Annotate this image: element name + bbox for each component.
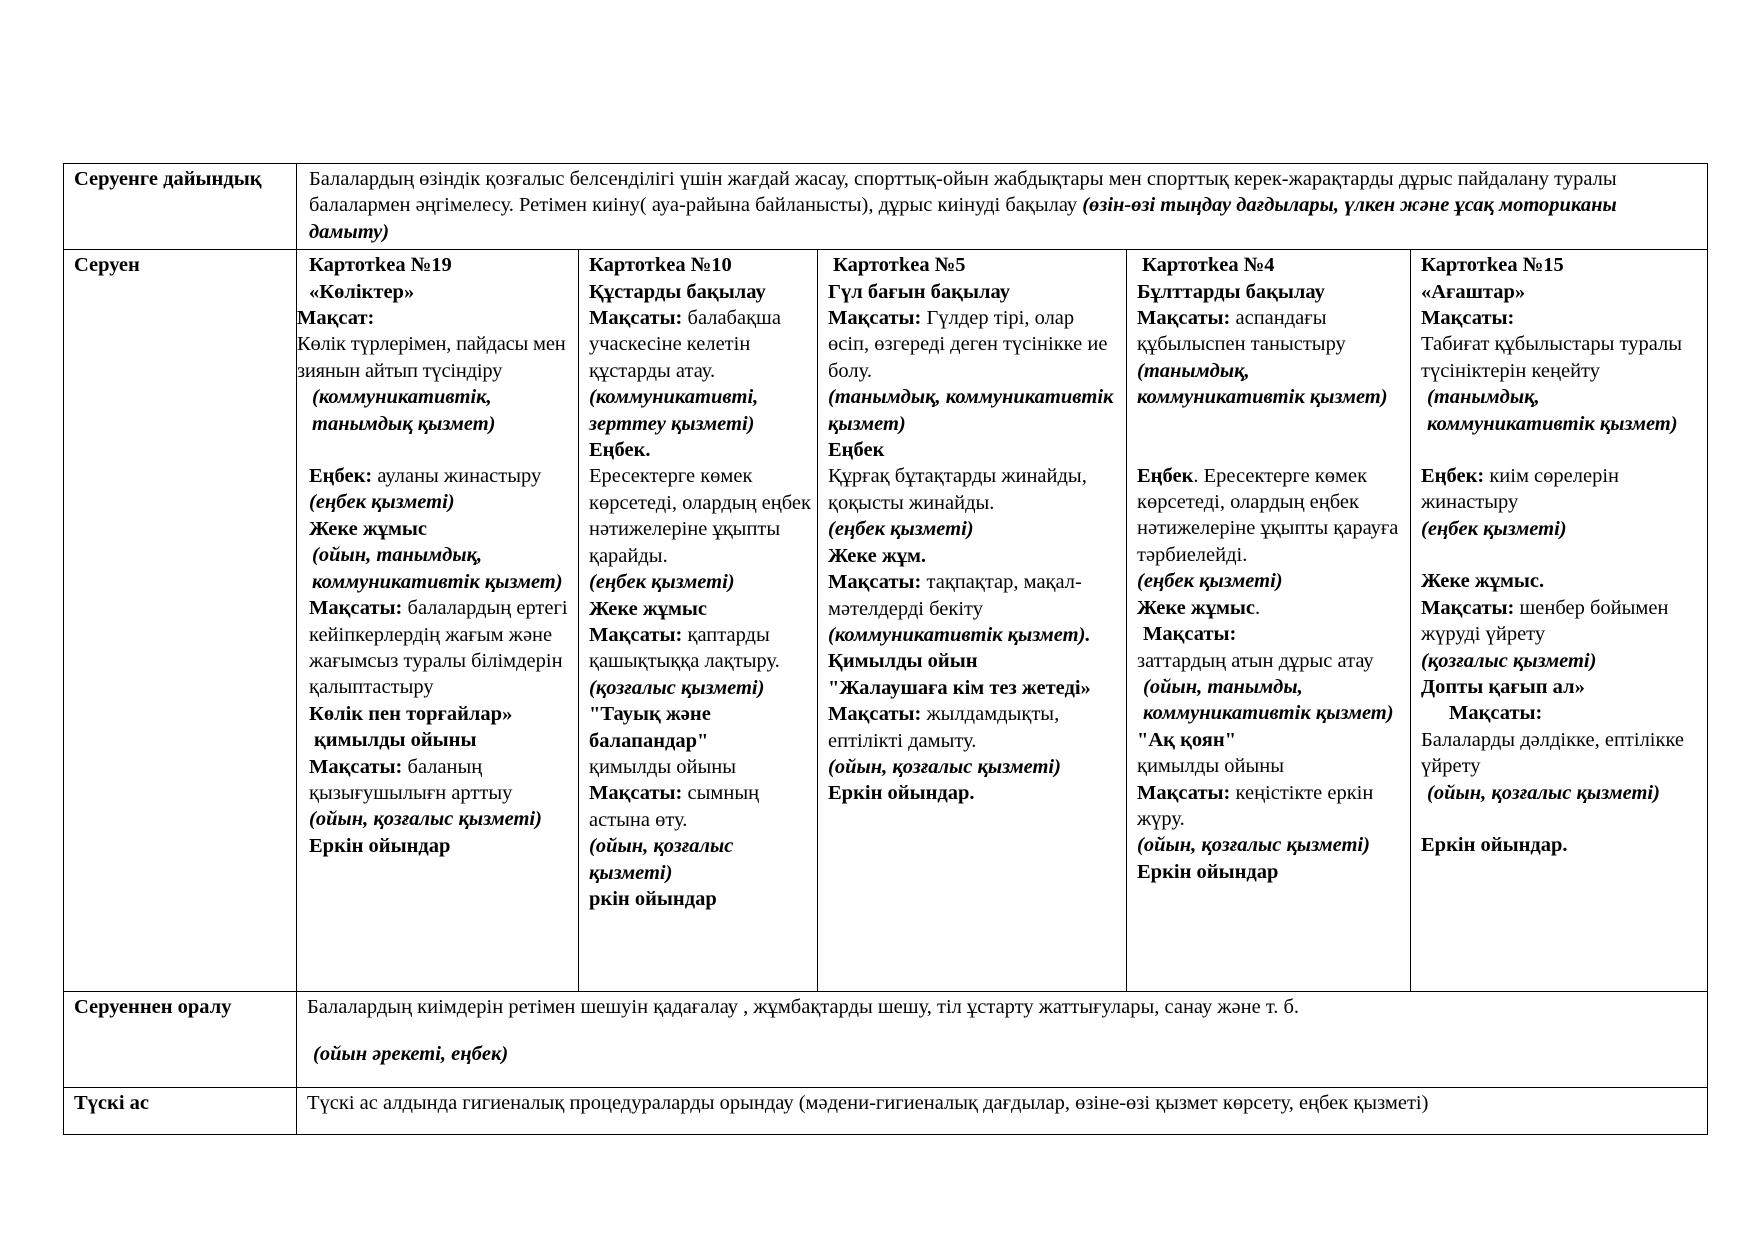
return-note: (ойын әрекеті, еңбек) xyxy=(313,1042,509,1065)
activity-note: (қозғалыс қызметі) xyxy=(1421,649,1597,672)
goal2-label: Мақсаты: xyxy=(1421,596,1515,619)
card-title: Картотkеа №15 xyxy=(1421,254,1564,277)
free-games: Еркін ойындар. xyxy=(1421,833,1568,856)
goal3-text: баланың қызығушылығн арттыу xyxy=(309,755,513,804)
card-subtitle: Құстарды бақылау xyxy=(589,280,766,303)
goal-label: Мақсат: xyxy=(297,307,375,330)
free-games: Еркін ойындар xyxy=(1137,860,1279,883)
individual-line: Жеке жұмыс. xyxy=(1137,596,1261,619)
individual-work-label: Жеке жұмыс xyxy=(589,597,708,620)
activity-note: (еңбек қызметі) xyxy=(1421,517,1567,540)
goal3-line xyxy=(1137,780,1404,833)
goal2-line xyxy=(828,569,1120,622)
goal2-text: қаптарды қашықтыққа лақтыру. xyxy=(589,623,780,673)
goal-text: Табиғат құбылыстары туралы түсініктерін кеңейту xyxy=(1421,333,1683,382)
goal-line xyxy=(828,305,1120,384)
goal-line xyxy=(589,305,811,384)
game-title: "Жалаушаға кім тез жетеді» xyxy=(828,676,1091,699)
card-title: Картотkеа №10 xyxy=(589,254,732,277)
individual-work-label: Жеке жұм. xyxy=(828,544,927,567)
labor-label: Еңбек. xyxy=(589,439,651,462)
card-subtitle: Бұлттарды бақылау xyxy=(1137,280,1325,303)
activity-note: (ойын, танымдық, коммуникативтік қызмет) xyxy=(312,544,563,593)
row-lunch xyxy=(64,1088,1708,1135)
game-title: "Тауық және балапандар" xyxy=(589,703,711,752)
preparation-cell xyxy=(297,164,1708,250)
labor-text: Ересектерге көмек көрсетеді, олардың еңбек нәтижелеріне ұқыпты қарайды. xyxy=(589,465,811,567)
game-title: Көлік пен торғайлар» xyxy=(309,702,513,725)
goal-text: аспандағы құбылыспен таныстыру xyxy=(1137,307,1346,356)
goal2-line xyxy=(309,595,572,701)
row-walk xyxy=(64,250,1708,992)
goal3-label: Мақсаты: xyxy=(1137,781,1231,804)
lunch-cell: Түскі ас алдында гигиеналық процедураларды орындау (мәдени-гигиеналық дағдылар, өзіне-өзі қызмет көрсету, еңбек қызметі) xyxy=(297,1088,1708,1135)
walk-card-col5 xyxy=(1411,250,1708,992)
labor-text: . Ересектерге көмек көрсетеді, олардың еңбек нәтижелеріне ұқыпты қарауға тәрбиелейді. xyxy=(1137,464,1399,566)
activity-note: (ойын, қозғалыс қызметі) xyxy=(309,808,542,831)
activity-note: (ойын, танымды, коммуникативтік қызмет) xyxy=(1143,675,1394,725)
goal2-text: шенбер бойымен жүруді үйрету xyxy=(1421,596,1669,646)
individual-work-label: Жеке жұмыс xyxy=(309,517,428,540)
row-label-preparation: Серуенге дайындық xyxy=(64,164,297,250)
goal3-label: Мақсаты: xyxy=(828,703,922,726)
labor-label: Еңбек xyxy=(1137,464,1194,487)
activity-note: (ойын, қозғалыс қызметі) xyxy=(1427,781,1660,804)
goal-text: Көлік түрлерімен, пайдасы мен зиянын айтып түсіндіру xyxy=(297,333,566,382)
free-games: Еркін ойындар. xyxy=(828,782,975,805)
card-title: Картотkеа №19 xyxy=(309,254,452,277)
goal2-line xyxy=(589,622,811,675)
goal-text: балабақша учаскесіне келетін құстарды атау. xyxy=(589,307,781,382)
row-walk-preparation xyxy=(64,164,1708,250)
activity-note: (еңбек қызметі) xyxy=(309,491,455,514)
labor-text: Құрғақ бұтақтарды жинайды, қоқысты жинайды. xyxy=(828,465,1087,514)
activity-note: (еңбек қызметі) xyxy=(828,518,974,541)
activity-note: (коммуникативтік, танымдық қызмет) xyxy=(312,386,496,435)
goal2-text: балалардың ертегі кейіпкерлердің жағым және жағымсыз туралы білімдерін қалыптастыру xyxy=(309,597,568,699)
goal2-text: тақпақтар, мақал-мәтелдерді бекіту xyxy=(828,571,1082,620)
activity-note: (коммуникативтік қызмет). xyxy=(828,623,1091,646)
game-title: Допты қағып ал» xyxy=(1421,675,1585,698)
preparation-note: (өзін-өзі тыңдау дағдылары, үлкен және ұсақ моториканы дамыту) xyxy=(309,194,1617,243)
schedule-table xyxy=(63,163,1708,1135)
return-cell xyxy=(297,992,1708,1088)
goal-line xyxy=(1137,305,1404,358)
card-subtitle: «Ағаштар» xyxy=(1421,280,1526,303)
goal3-label: Мақсаты: xyxy=(309,755,403,778)
game-type: Қимылды ойын xyxy=(828,650,978,673)
goal2-label: Мақсаты: xyxy=(309,597,403,620)
row-return xyxy=(64,992,1708,1088)
activity-note: (еңбек қызметі) xyxy=(1137,570,1283,593)
activity-note: (ойын, қозғалыс қызметі) xyxy=(1137,834,1370,857)
goal3-label: Мақсаты: xyxy=(589,782,683,805)
labor-line xyxy=(309,463,572,489)
goal3-text: жылдамдықты, ептілікті дамыту. xyxy=(828,703,1060,752)
card-title: Картотkеа №5 xyxy=(833,254,966,277)
walk-card-col1 xyxy=(297,250,579,992)
goal2-label: Мақсаты: xyxy=(1143,623,1237,646)
individual-work-label: Жеке жұмыс. xyxy=(1421,570,1545,593)
game-type: қимылды ойыны xyxy=(314,729,477,752)
activity-note: (еңбек қызметі) xyxy=(589,571,735,594)
goal3-text: Балаларды дәлдікке, ептілікке үйрету xyxy=(1421,728,1684,778)
game-type: қимылды ойыны xyxy=(589,755,736,778)
labor-text: ауланы жинастыру xyxy=(372,465,542,488)
card-subtitle: Гүл бағын бақылау xyxy=(828,280,1010,303)
labor-label: Еңбек: xyxy=(309,465,373,488)
goal3-line xyxy=(589,780,811,833)
free-games: ркін ойындар xyxy=(589,887,717,910)
goal-label: Мақсаты: xyxy=(589,307,683,330)
goal3-line xyxy=(309,754,572,807)
goal2-label: Мақсаты: xyxy=(589,623,683,646)
row-label-walk: Серуен xyxy=(64,250,297,992)
individual-work-label: Жеке жұмыс xyxy=(1137,596,1256,619)
preparation-text: Балалардың өзіндік қозғалыс белсенділігі үшін жағдай жасау, спорттық-ойын жабдықтары мен спорттық керек-жарақтарды дұрыс пайдалану туралы балалармен әңгімелесу. Ретімен киіну( ауа-райына байланысты), дұрыс киінуді бақылау xyxy=(309,168,1617,217)
walk-card-col3 xyxy=(818,250,1127,992)
activity-note: (танымдық, коммуникативтік қызмет) xyxy=(1137,359,1388,409)
labor-label: Еңбек: xyxy=(1421,465,1485,488)
row-label-lunch: Түскі ас xyxy=(64,1088,297,1135)
labor-text: киім сөрелерін жинастыру xyxy=(1421,465,1619,514)
activity-note: (танымдық, коммуникативтік қызмет) xyxy=(828,386,1114,435)
goal2-line xyxy=(1421,595,1701,648)
walk-card-col2 xyxy=(579,250,818,992)
goal2-label: Мақсаты: xyxy=(828,571,922,594)
goal-label: Мақсаты: xyxy=(828,307,922,330)
activity-note: (танымдық, коммуникативтік қызмет) xyxy=(1427,386,1678,435)
return-text: Балалардың киімдерін ретімен шешуін қадағалау , жұмбақтарды шешу, тіл ұстарту жаттығулары, санау және т. б. xyxy=(307,996,1300,1019)
free-games: Еркін ойындар xyxy=(309,834,451,857)
goal2-text: заттардың атын дұрыс атау xyxy=(1137,649,1374,672)
labor-label: Еңбек xyxy=(828,439,885,462)
walk-card-col4 xyxy=(1127,250,1411,992)
activity-note: (қозғалыс қызметі) xyxy=(589,676,765,699)
goal-text: Гүлдер тірі, олар өсіп, өзгереді деген түсінікке ие болу. xyxy=(828,307,1108,382)
goal-label: Мақсаты: xyxy=(1137,307,1231,330)
activity-note: (коммуникативті, зерттеу қызметі) xyxy=(589,386,759,435)
game-type: қимылды ойыны xyxy=(1137,755,1284,778)
game-title: "Ақ қоян" xyxy=(1137,728,1237,751)
card-title: Картотkеа №4 xyxy=(1142,254,1275,277)
row-label-return: Серуеннен оралу xyxy=(64,992,297,1088)
goal3-label: Мақсаты: xyxy=(1449,702,1543,725)
goal3-line xyxy=(828,701,1120,754)
card-subtitle: «Көліктер» xyxy=(309,280,415,303)
labor-line xyxy=(1421,463,1701,516)
goal-label: Мақсаты: xyxy=(1421,307,1515,330)
activity-note: (ойын, қозғалыс қызметі) xyxy=(589,835,734,884)
goal3-text: сымның астына өту. xyxy=(589,782,760,831)
activity-note: (ойын, қозғалыс қызметі) xyxy=(828,755,1061,778)
labor-line xyxy=(1137,463,1404,569)
goal3-text: кеңістікте еркін жүру. xyxy=(1137,781,1374,830)
